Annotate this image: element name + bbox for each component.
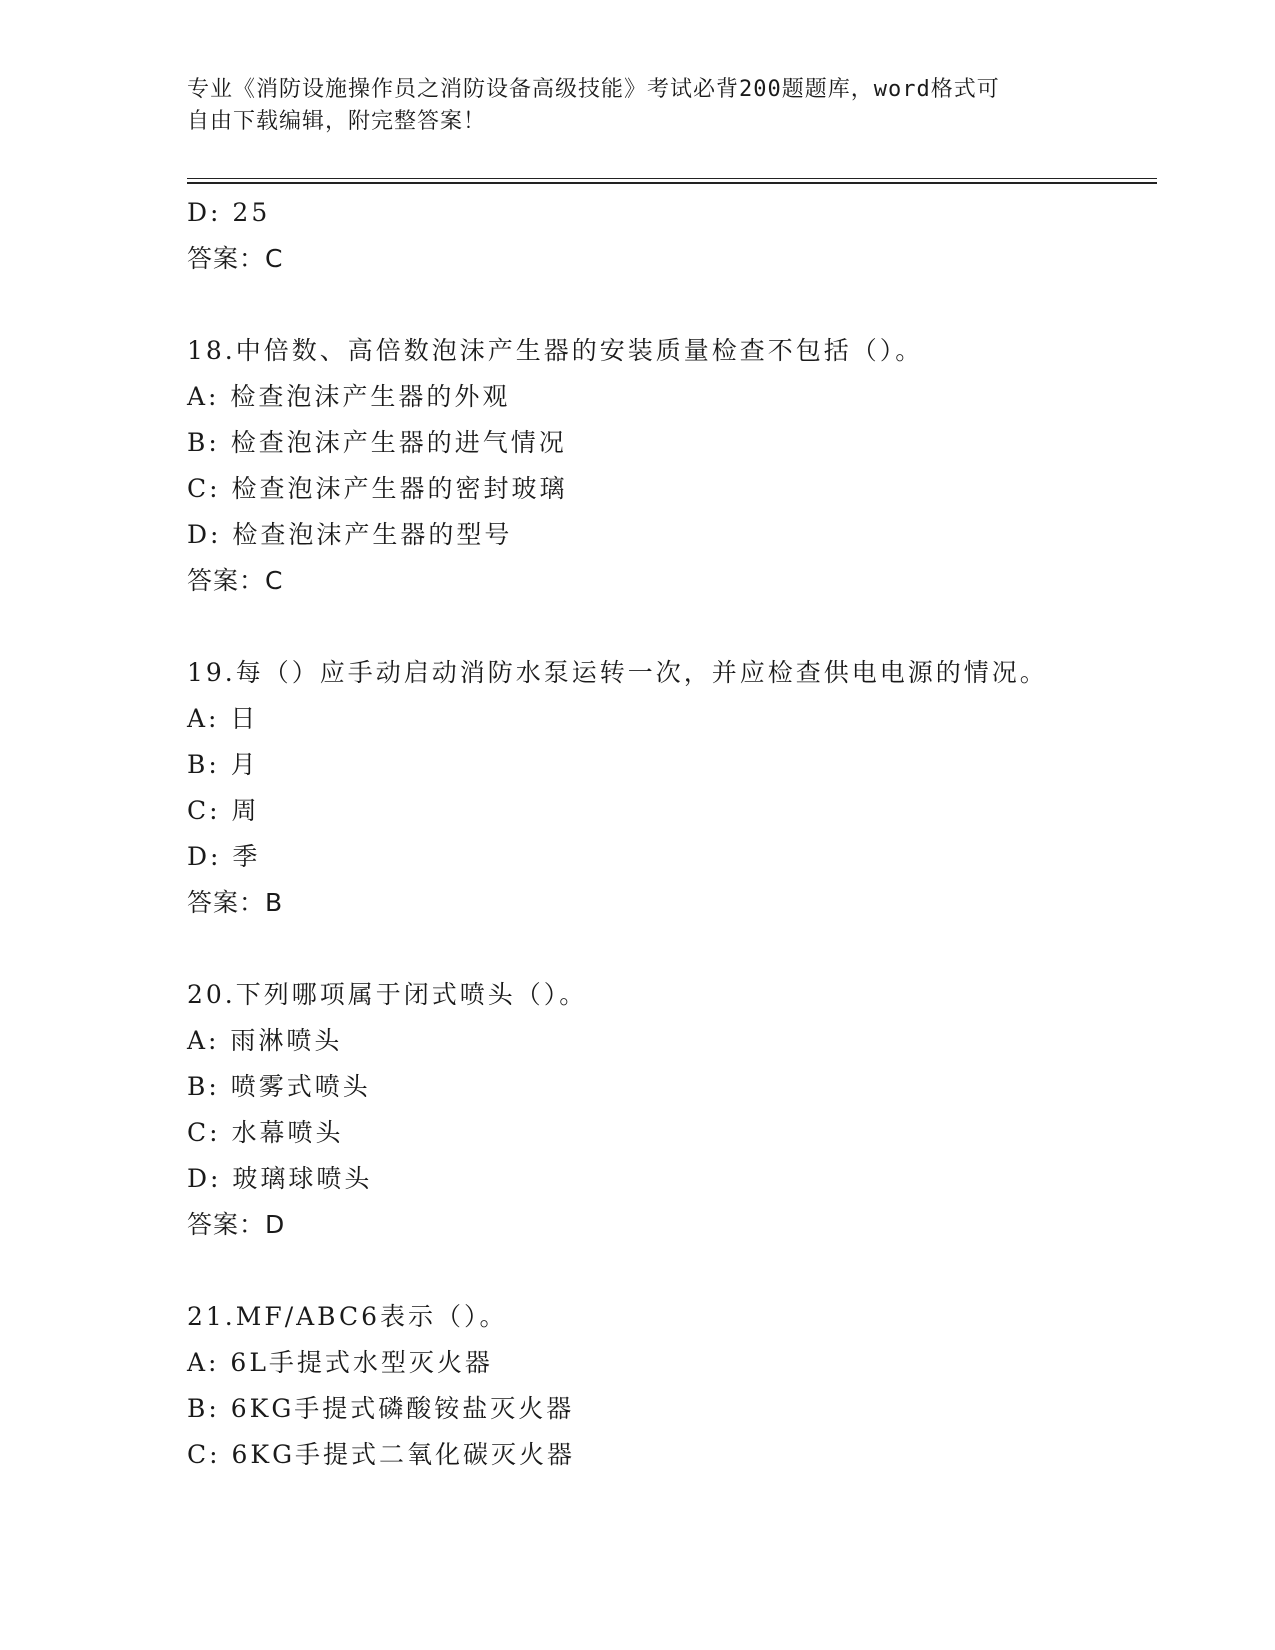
option-a: A: 6L手提式水型灭火器 xyxy=(187,1348,493,1377)
option-b: B: 6KG手提式磷酸铵盐灭火器 xyxy=(187,1394,575,1423)
option-c: C: 水幕喷头 xyxy=(187,1118,344,1147)
header-title-line-2: 自由下载编辑，附完整答案！ xyxy=(187,109,487,134)
option-b: B: 月 xyxy=(187,750,259,779)
document-header xyxy=(187,74,1067,138)
option-c: C: 检查泡沫产生器的密封玻璃 xyxy=(187,474,568,503)
question-stem: 21.MF/ABC6表示（）。 xyxy=(187,1302,508,1331)
option-a: A: 雨淋喷头 xyxy=(187,1026,343,1055)
header-divider-thin xyxy=(187,178,1157,179)
question-stem: 19.每（）应手动启动消防水泵运转一次，并应检查供电电源的情况。 xyxy=(187,658,1048,687)
answer-line: 答案：C xyxy=(187,566,284,595)
header-divider-thick xyxy=(187,182,1157,184)
question-block xyxy=(187,1294,1167,1478)
question-block xyxy=(187,650,1167,926)
option-c: C: 6KG手提式二氧化碳灭火器 xyxy=(187,1440,576,1469)
spacer xyxy=(187,604,1167,650)
option-d: D: 玻璃球喷头 xyxy=(187,1164,373,1193)
spacer xyxy=(187,926,1167,972)
answer-line: 答案：B xyxy=(187,888,284,917)
question-block xyxy=(187,972,1167,1248)
question-block xyxy=(187,328,1167,604)
carryover-answer: 答案：C xyxy=(187,244,284,273)
option-a: A: 日 xyxy=(187,704,259,733)
header-title-line-1: 专业《消防设施操作员之消防设备高级技能》考试必背200题题库，word格式可 xyxy=(187,77,1000,102)
question-list xyxy=(187,190,1167,1478)
option-c: C: 周 xyxy=(187,796,260,825)
option-b: B: 喷雾式喷头 xyxy=(187,1072,371,1101)
option-b: B: 检查泡沫产生器的进气情况 xyxy=(187,428,567,457)
option-a: A: 检查泡沫产生器的外观 xyxy=(187,382,511,411)
answer-line: 答案：D xyxy=(187,1210,286,1239)
carryover-option-d: D: 25 xyxy=(187,198,271,227)
spacer xyxy=(187,282,1167,328)
question-stem: 20.下列哪项属于闭式喷头（）。 xyxy=(187,980,588,1009)
question-stem: 18.中倍数、高倍数泡沫产生器的安装质量检查不包括（）。 xyxy=(187,336,924,365)
option-d: D: 季 xyxy=(187,842,261,871)
option-d: D: 检查泡沫产生器的型号 xyxy=(187,520,513,549)
spacer xyxy=(187,1248,1167,1294)
